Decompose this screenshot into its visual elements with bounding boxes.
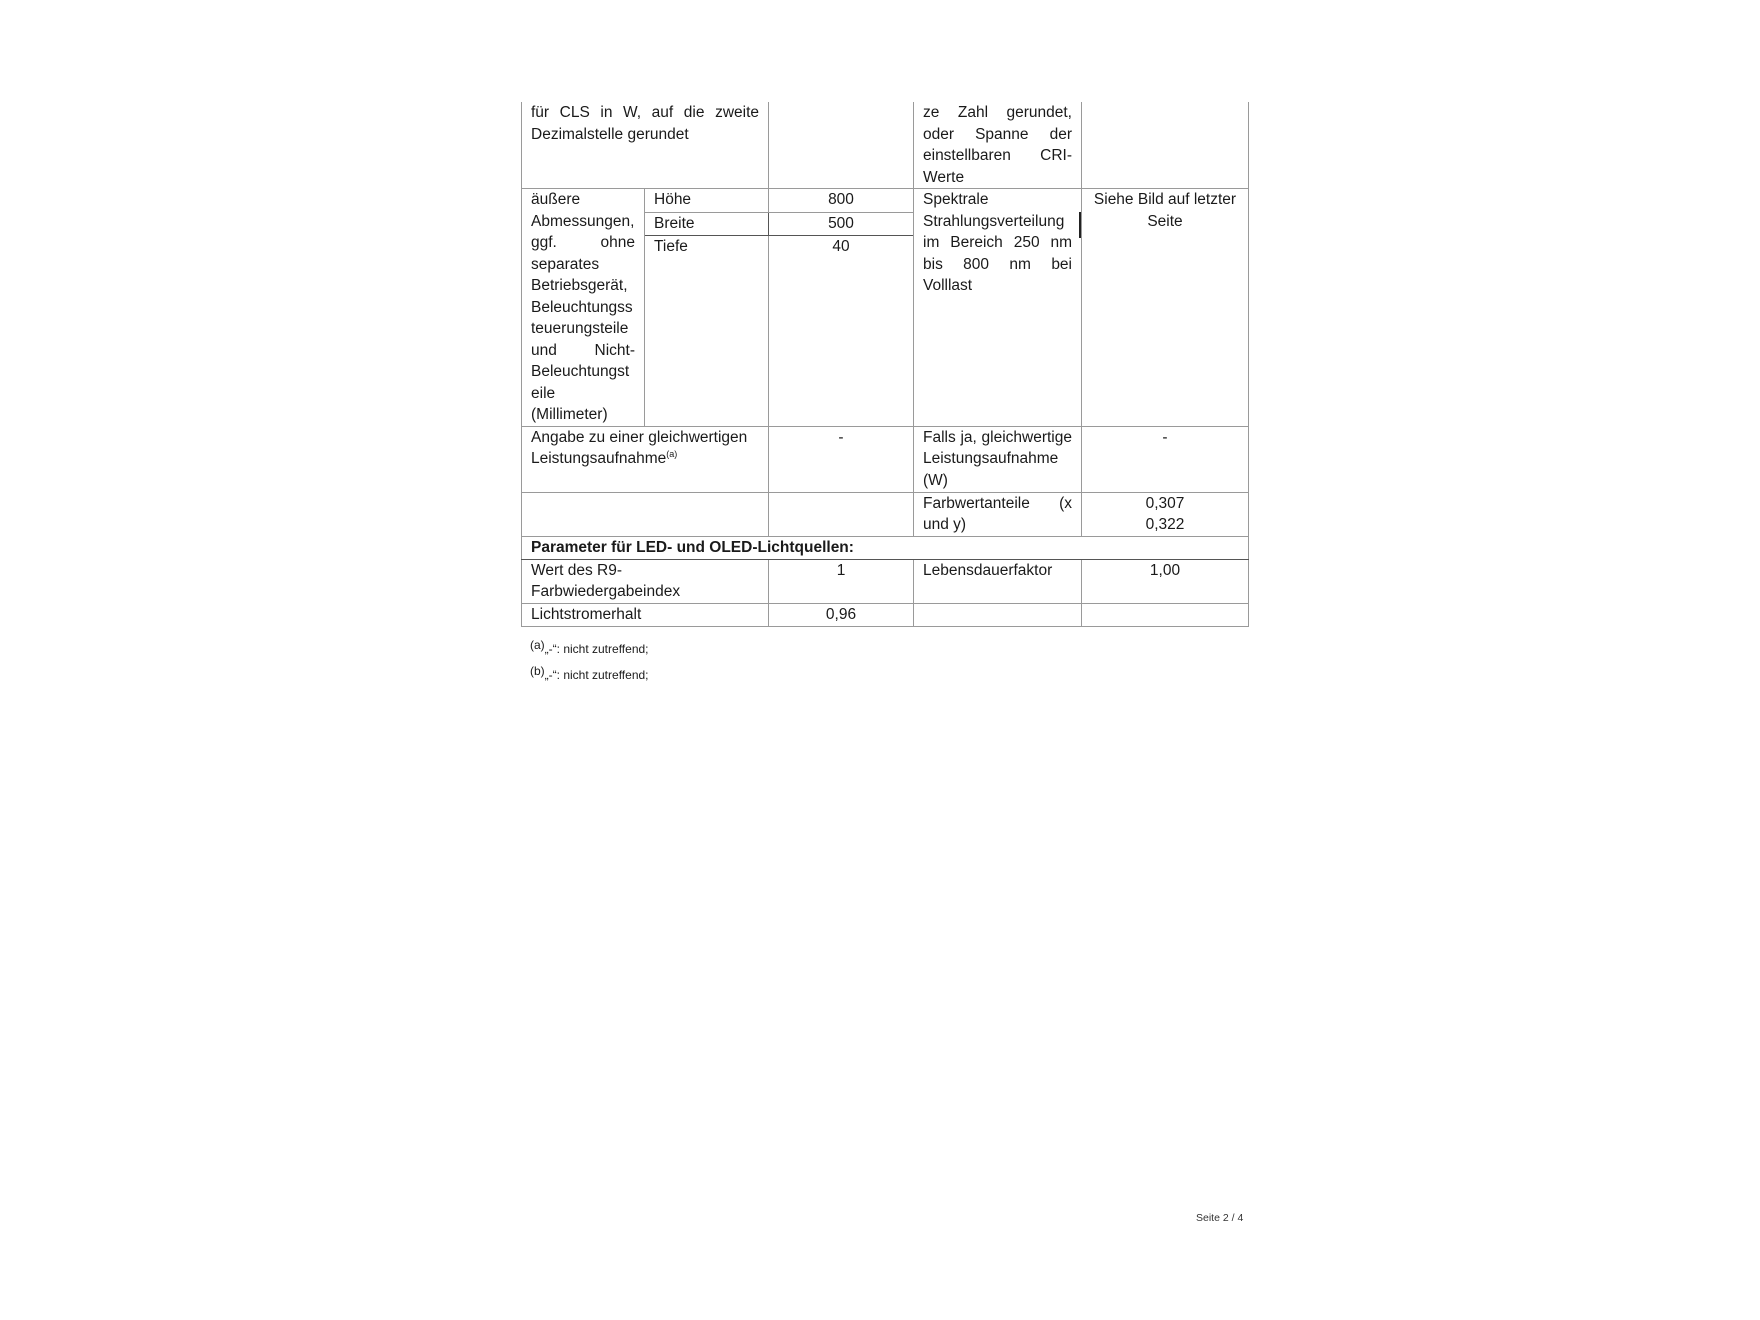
r9-value-cell (769, 559, 914, 603)
equivalent-value-cell (769, 426, 914, 492)
section-header-cell (522, 536, 1249, 559)
r9-label-cell (522, 559, 769, 603)
lumen-label: Lichtstromerhalt (531, 605, 642, 623)
footnote-b (530, 664, 649, 683)
footnote-b-marker: (b) (530, 664, 545, 678)
lifetime-label: Lebensdauerfaktor (923, 561, 1053, 579)
width-value: 500 (828, 214, 854, 232)
lifetime-value: 1,00 (1149, 561, 1181, 579)
table-row-equivalent (522, 426, 1249, 492)
lumen-label-cell (522, 603, 769, 626)
equivalent-label-cell (522, 426, 769, 492)
chromaticity-label: Farbwertanteile (x und y) (923, 494, 1072, 533)
chromaticity-y-value: 0,322 (1145, 516, 1185, 533)
footnote-a-text: „-“: nicht zutreffend; (544, 642, 649, 656)
equivalent-power-label-cell (914, 426, 1082, 492)
footnote-a-marker: (a) (530, 638, 545, 652)
chromaticity-label-cell (914, 492, 1082, 536)
width-label-cell[interactable] (645, 212, 769, 236)
depth-value-cell (769, 236, 914, 426)
text-cursor (1079, 212, 1081, 238)
page-number: Seite 2 / 4 (1196, 1212, 1244, 1224)
r9-value: 1 (836, 561, 846, 579)
chromaticity-value-cell (1082, 492, 1249, 536)
equivalent-power-value-cell (1082, 426, 1249, 492)
dimensions-label-cell (522, 189, 645, 427)
footnote-b-text: „-“: nicht zutreffend; (544, 668, 649, 682)
dimensions-label: äußere Abmessungen, ggf. ohne separates Betriebsgerät, Beleuchtungssteuerungsteile und Nicht-Beleuchtungsteile (Millimeter) (531, 191, 635, 423)
cls-label-cell (522, 102, 769, 189)
depth-label-cell (645, 236, 769, 426)
footnote-a (530, 638, 649, 657)
chromaticity-empty-value-cell (769, 492, 914, 536)
lifetime-label-cell (914, 559, 1082, 603)
table-row-cls (522, 102, 1249, 189)
parameter-table (521, 102, 1249, 627)
width-label: Breite (654, 214, 695, 232)
table-row-r9 (522, 559, 1249, 603)
lumen-value-cell (769, 603, 914, 626)
lumen-empty-cell (914, 603, 1082, 626)
equivalent-value: - (838, 428, 844, 446)
cri-value-cell (1082, 102, 1249, 189)
chromaticity-empty-cell (522, 492, 769, 536)
equivalent-power-label: Falls ja, gleichwertige Leistungsaufnahme (W) (923, 428, 1072, 489)
spectral-value: Siehe Bild auf letzter Seite (1093, 191, 1237, 230)
height-value: 800 (828, 191, 854, 208)
lumen-empty-value-cell (1082, 603, 1249, 626)
equivalent-footnote-marker: (a) (666, 448, 678, 459)
depth-label: Tiefe (654, 238, 688, 256)
spectral-label-cell (914, 189, 1082, 427)
depth-value: 40 (832, 238, 850, 256)
section-header: Parameter für LED- und OLED-Lichtquellen: (531, 538, 854, 556)
equivalent-label: Angabe zu einer gleichwertigen Leistungsaufnahme (531, 428, 748, 467)
cri-label: ze Zahl gerundet, oder Spanne der einstellbaren CRI-Werte (923, 104, 1072, 186)
equivalent-power-value: - (1162, 428, 1168, 446)
height-label-cell (645, 189, 769, 213)
r9-label: Wert des R9-Farbwiedergabeindex (531, 561, 681, 600)
cri-label-cell (914, 102, 1082, 189)
width-value-cell[interactable] (769, 212, 914, 236)
spectral-label: Spektrale Strahlungsverteilung im Bereich 250 nm bis 800 nm bei Volllast (923, 191, 1072, 294)
table-row-chromaticity (522, 492, 1249, 536)
height-label: Höhe (654, 191, 692, 208)
table-row-section-header (522, 536, 1249, 559)
cls-value-cell (769, 102, 914, 189)
lifetime-value-cell (1082, 559, 1249, 603)
table-row-dimensions (522, 189, 1249, 213)
chromaticity-x-value: 0,307 (1145, 494, 1185, 512)
height-value-cell (769, 189, 914, 213)
table-row-lumen (522, 603, 1249, 626)
spectral-value-cell (1082, 189, 1249, 427)
cls-label: für CLS in W, auf die zweite Dezimalstelle gerundet (531, 104, 759, 143)
lumen-value: 0,96 (825, 605, 857, 623)
